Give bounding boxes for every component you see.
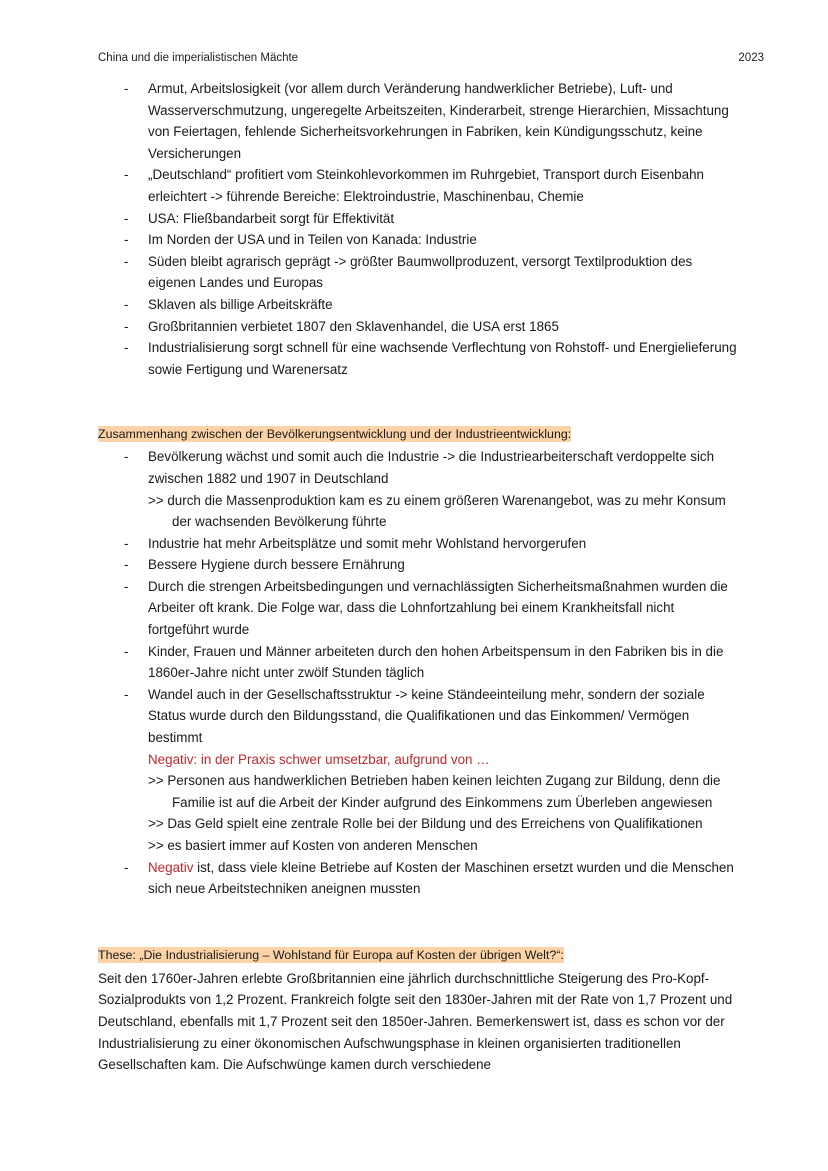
list-item: - Armut, Arbeitslosigkeit (vor allem durch Veränderung handwerklicher Betriebe), Luft- und Wasserverschmutzung, ungeregelte Arbeitszeiten, Kinderarbeit, strenge Hierarchien, Missachtung von Feiertagen, fehlende Sicherheitsvorkehrungen in Fabriken, kein Kündigungsschutz, keine Versicherungen xyxy=(98,78,738,164)
list-item: - Sklaven als billige Arbeitskräfte xyxy=(98,294,738,316)
list-item: - Kinder, Frauen und Männer arbeiteten durch den hohen Arbeitspensum in den Fabriken bis in die 1860er-Jahre nicht unter zwölf Stunden täglich xyxy=(98,641,738,684)
section1-list xyxy=(98,78,738,380)
list-item xyxy=(98,684,738,857)
list-subitem: >> Personen aus handwerklichen Betrieben haben keinen leichten Zugang zur Bildung, denn die Familie ist auf die Arbeit der Kinder aufgrund des Einkommens zum Überleben angewiesen xyxy=(148,773,721,810)
list-item: - Süden bleibt agrarisch geprägt -> größter Baumwollproduzent, versorgt Textilproduktion des eigenen Landes und Europas xyxy=(98,251,738,294)
list-item-text: - Bevölkerung wächst und somit auch die Industrie -> die Industriearbeiterschaft verdoppelte sich zwischen 1882 und 1907 in Deutschland xyxy=(148,449,715,486)
section3-heading xyxy=(98,946,738,964)
list-item: - Im Norden der USA und in Teilen von Kanada: Industrie xyxy=(98,229,738,251)
section3-heading-text: These: „Die Industrialisierung – Wohlstand für Europa auf Kosten der übrigen Welt?“: xyxy=(98,947,564,962)
list-item: - Industrialisierung sorgt schnell für eine wachsende Verflechtung von Rohstoff- und Energielieferung sowie Fertigung und Warenersatz xyxy=(98,337,738,380)
list-item: - Industrie hat mehr Arbeitsplätze und somit mehr Wohlstand hervorgerufen xyxy=(98,533,738,555)
list-subitem: >> Das Geld spielt eine zentrale Rolle bei der Bildung und des Erreichens von Qualifikationen xyxy=(148,816,703,832)
section3-paragraph: Seit den 1760er-Jahren erlebte Großbritannien eine jährlich durchschnittliche Steigerung des Pro-Kopf-Sozialprodukts von 1,2 Prozent. Frankreich folgte seit den 1830er-Jahren mit der Rate von 1,7 Prozent und Deutschland, ebenfalls mit 1,7 Prozent seit den 1850er-Jahren. Bemerkenswert ist, dass es schon vor der Industrialisierung zu einer ökonomischen Aufschwungsphase in kleinen organisierten traditionellen Gesellschaften kam. Die Aufschwünge kamen durch verschiedene xyxy=(98,970,733,1073)
list-subitem: >> durch die Massenproduktion kam es zu einem größeren Warenangebot, was zu mehr Konsum der wachsenden Bevölkerung führte xyxy=(148,492,726,530)
negative-note: Negativ: in der Praxis schwer umsetzbar, aufgrund von … xyxy=(148,751,490,767)
section2-heading-text: Zusammenhang zwischen der Bevölkerungsentwicklung und der Industrieentwicklung: xyxy=(98,427,572,442)
list-item: - Durch die strengen Arbeitsbedingungen und vernachlässigten Sicherheitsmaßnahmen wurden die Arbeiter oft krank. Die Folge war, dass die Lohnfortzahlung bei einem Krankheitsfall nicht fortgeführt wurde xyxy=(98,576,738,641)
list-item xyxy=(98,857,738,900)
page-content xyxy=(98,78,738,1076)
list-item-text: ist, dass viele kleine Betriebe auf Kosten der Maschinen ersetzt wurden und die Menschen sich neue Arbeitstechniken aneignen mussten xyxy=(148,859,734,897)
page-header xyxy=(98,52,764,66)
header-title: China und die imperialistischen Mächte xyxy=(98,52,299,64)
section2-list xyxy=(98,446,738,899)
list-item xyxy=(98,446,738,532)
negative-label: Negativ xyxy=(148,859,194,875)
list-subitem: >> es basiert immer auf Kosten von anderen Menschen xyxy=(148,838,478,853)
list-item: - Bessere Hygiene durch bessere Ernährung xyxy=(98,554,738,576)
list-item-text: - Wandel auch in der Gesellschaftsstruktur -> keine Ständeeinteilung mehr, sondern der soziale Status wurde durch den Bildungsstand, die Qualifikationen und das Einkommen/ Vermögen bestimmt xyxy=(148,686,705,746)
list-item: - Großbritannien verbietet 1807 den Sklavenhandel, die USA erst 1865 xyxy=(98,316,738,338)
list-item: - USA: Fließbandarbeit sorgt für Effektivität xyxy=(98,208,738,230)
header-year: 2023 xyxy=(738,52,764,64)
section2-heading xyxy=(98,425,738,443)
list-item: - „Deutschland“ profitiert vom Steinkohlevorkommen im Ruhrgebiet, Transport durch Eisenbahn erleichtert -> führende Bereiche: Elektroindustrie, Maschinenbau, Chemie xyxy=(98,164,738,207)
